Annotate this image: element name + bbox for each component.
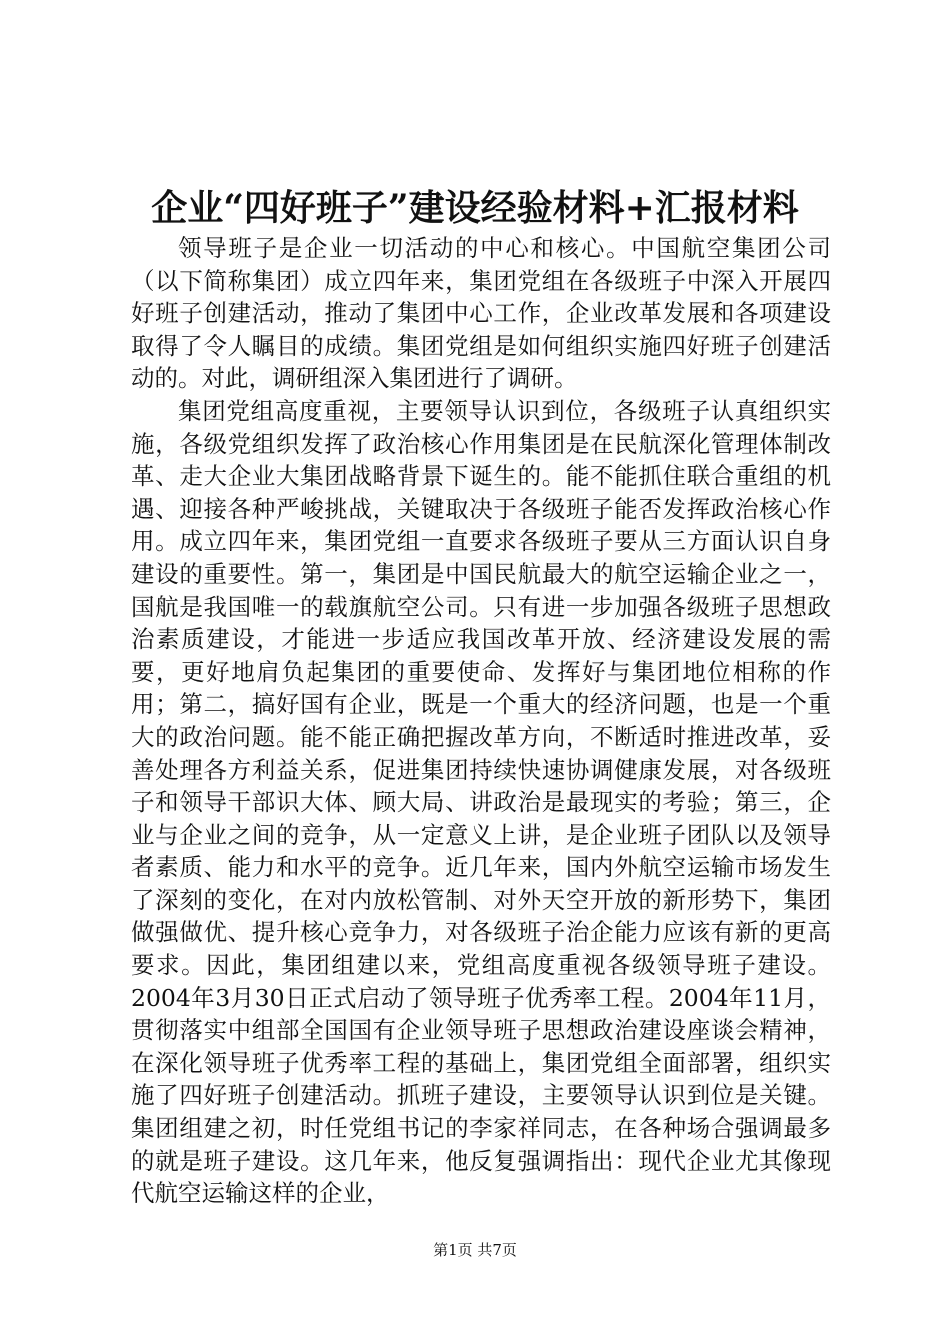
document-title: 企业“四好班子”建设经验材料+汇报材料 [151,187,799,229]
document-body [131,232,831,1210]
page-number-footer: 第1页 共7页 [433,1241,517,1259]
body-paragraph-2: 集团党组高度重视，主要领导认识到位，各级班子认真组织实施，各级党组织发挥了政治核心作用集团是在民航深化管理体制改革、走大企业大集团战略背景下诞生的。能不能抓住联合重组的机遇、迎接各种严峻挑战，关键取决于各级班子能否发挥政治核心作用。成立四年来，集团党组一直要求各级班子要从三方面认识自身建设的重要性。第一，集团是中国民航最大的航空运输企业之一，国航是我国唯一的载旗航空公司。只有进一步加强各级班子思想政治素质建设，才能进一步适应我国改革开放、经济建设发展的需要，更好地肩负起集团的重要使命、发挥好与集团地位相称的作用；第二，搞好国有企业，既是一个重大的经济问题，也是一个重大的政治问题。能不能正确把握改革方向，不断适时推进改革，妥善处理各方利益关系，促进集团持续快速协调健康发展，对各级班子和领导干部识大体、顾大局、讲政治是最现实的考验；第三，企业与企业之间的竞争，从一定意义上讲，是企业班子团队以及领导者素质、能力和水平的竞争。近几年来，国内外航空运输市场发生了深刻的变化，在对内放松管制、对外天空开放的新形势下，集团做强做优、提升核心竞争力，对各级班子治企能力应该有新的更高要求。因此，集团组建以来，党组高度重视各级领导班子建设。2004年3月30日正式启动了领导班子优秀率工程。2004年11月，贯彻落实中组部全国国有企业领导班子思想政治建设座谈会精神，在深化领导班子优秀率工程的基础上，集团党组全面部署，组织实施了四好班子创建活动。抓班子建设，主要领导认识到位是关键。集团组建之初，时任党组书记的李家祥同志，在各种场合强调最多的就是班子建设。这几年来，他反复强调指出：现代企业尤其像现代航空运输这样的企业， [131,396,831,1208]
body-paragraph-1: 领导班子是企业一切活动的中心和核心。中国航空集团公司（以下简称集团）成立四年来，集团党组在各级班子中深入开展四好班子创建活动，推动了集团中心工作，企业改革发展和各项建设取得了令人瞩目的成绩。集团党组是如何组织实施四好班子创建活动的。对此，调研组深入集团进行了调研。 [131,234,831,393]
